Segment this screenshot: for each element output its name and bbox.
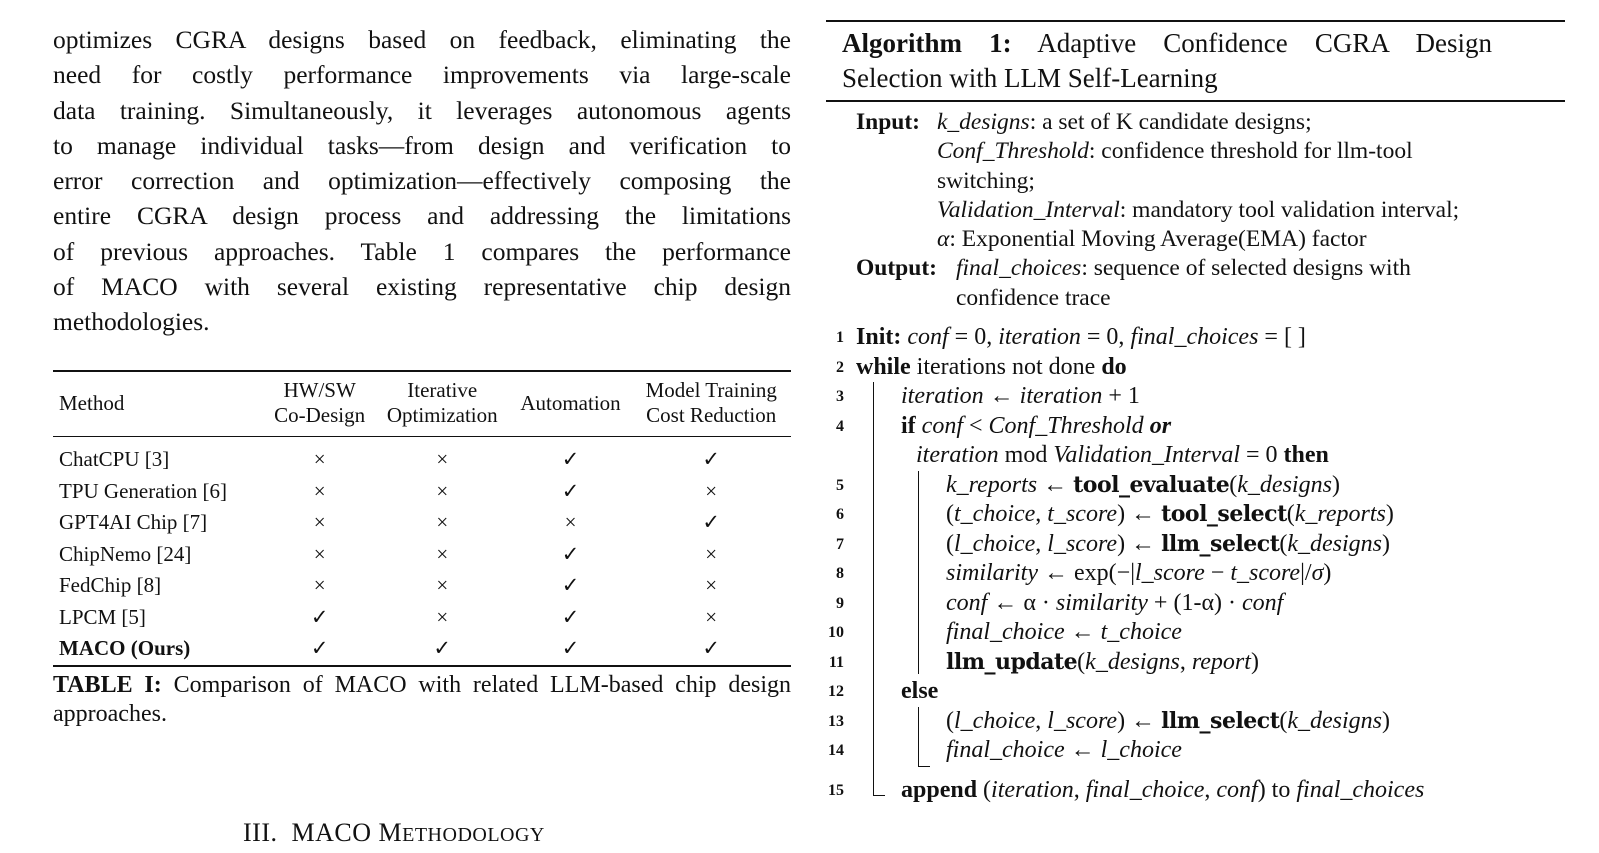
cross-icon: × bbox=[705, 478, 718, 503]
table-row bbox=[53, 570, 791, 602]
cross-icon: × bbox=[564, 510, 577, 534]
algorithm-line bbox=[826, 707, 1565, 737]
algorithm-line bbox=[826, 589, 1565, 619]
check-icon: ✓ bbox=[561, 447, 580, 471]
line-text: append (iteration, final_choice, conf) to final_choices bbox=[901, 776, 1425, 803]
paragraph-line: entire CGRA design process and addressing the limitations bbox=[53, 201, 791, 231]
line-text: (l_choice, l_score) ← llm_select(k_designs) bbox=[946, 530, 1391, 557]
cross-icon: × bbox=[313, 573, 326, 597]
algorithm-line bbox=[826, 677, 1565, 707]
line-number: 1 bbox=[836, 329, 844, 347]
algorithm-line bbox=[826, 323, 1565, 353]
method-cell: GPT4AI Chip [7] bbox=[59, 510, 208, 534]
cross-icon: × bbox=[436, 478, 449, 503]
line-number: 3 bbox=[836, 388, 844, 406]
line-number: 11 bbox=[828, 653, 844, 671]
line-number: 14 bbox=[828, 742, 844, 760]
paragraph-line: to manage individual tasks—from design and verification to bbox=[53, 130, 791, 160]
algorithm-line bbox=[826, 559, 1565, 589]
line-text: iteration ← iteration + 1 bbox=[901, 383, 1140, 410]
cross-icon: × bbox=[313, 447, 326, 471]
algorithm-line bbox=[826, 382, 1565, 412]
line-text: final_choice ← l_choice bbox=[946, 737, 1182, 764]
table-row bbox=[53, 539, 791, 571]
line-text: iteration mod Validation_Interval = 0 then bbox=[916, 442, 1329, 469]
cross-icon: × bbox=[313, 478, 326, 503]
cross-icon: × bbox=[436, 510, 449, 534]
table-caption: TABLE I: Comparison of MACO with related LLM-based chip design approaches. bbox=[53, 671, 791, 727]
table-row bbox=[53, 476, 791, 508]
algorithm-line bbox=[826, 353, 1565, 383]
algorithm-body bbox=[826, 323, 1565, 805]
else-scope-end bbox=[918, 766, 930, 767]
line-number: 5 bbox=[836, 476, 844, 494]
line-number: 8 bbox=[836, 565, 844, 583]
paragraph-line: optimizes CGRA designs based on feedback, eliminating the bbox=[53, 25, 791, 54]
cross-icon: × bbox=[313, 541, 326, 566]
section-heading: III. MACO METHODOLOGY bbox=[243, 818, 545, 847]
paragraph-line: need for costly performance improvements via large-scale bbox=[53, 60, 791, 90]
table-row bbox=[53, 602, 791, 634]
method-cell: TPU Generation [6] bbox=[59, 478, 227, 503]
check-icon: ✓ bbox=[702, 447, 721, 471]
header-iterative-optimization: Iterative Optimization bbox=[386, 378, 498, 427]
cross-icon: × bbox=[436, 604, 449, 629]
comparison-table bbox=[53, 370, 791, 729]
line-number: 4 bbox=[836, 417, 844, 435]
algorithm-line bbox=[826, 618, 1565, 648]
line-text: final_choice ← t_choice bbox=[946, 619, 1182, 646]
check-icon: ✓ bbox=[561, 636, 580, 660]
table-bottom-rule bbox=[53, 665, 791, 667]
header-automation: Automation bbox=[520, 390, 621, 415]
algorithm-line bbox=[826, 648, 1565, 678]
paragraph-line: data training. Simultaneously, it leverages autonomous agents bbox=[53, 95, 791, 125]
line-text: Init: conf = 0, iteration = 0, final_choices = [ ] bbox=[856, 324, 1306, 351]
line-text: (t_choice, t_score) ← tool_select(k_reports) bbox=[946, 501, 1394, 528]
method-cell: LPCM [5] bbox=[59, 604, 146, 629]
intro-paragraph bbox=[53, 22, 791, 340]
algorithm-output: Output: final_choices: sequence of selected designs with confidence trace bbox=[856, 255, 1411, 311]
algorithm-line bbox=[826, 530, 1565, 560]
algorithm-io bbox=[826, 108, 1565, 313]
cross-icon: × bbox=[436, 447, 449, 471]
check-icon: ✓ bbox=[561, 604, 580, 629]
paragraph-line: of previous approaches. Table 1 compares the performance bbox=[53, 236, 791, 266]
line-number: 9 bbox=[836, 594, 844, 612]
header-hwsw-codesign: HW/SW Co-Design bbox=[274, 378, 366, 427]
algorithm-line bbox=[826, 441, 1565, 471]
algorithm-line bbox=[826, 500, 1565, 530]
cross-icon: × bbox=[436, 541, 449, 566]
line-text: while iterations not done do bbox=[856, 353, 1127, 380]
header-training-cost-reduction: Model Training Cost Reduction bbox=[645, 378, 777, 427]
line-text: else bbox=[901, 678, 939, 705]
line-text: (l_choice, l_score) ← llm_select(k_designs) bbox=[946, 707, 1391, 734]
line-number: 10 bbox=[828, 624, 844, 642]
algorithm-block bbox=[826, 20, 1565, 805]
table-header-row bbox=[53, 372, 791, 436]
check-icon: ✓ bbox=[702, 636, 721, 660]
line-text: similarity ← exp(−|l_score − t_score|/σ) bbox=[946, 560, 1332, 587]
algorithm-title: Algorithm 1: Adaptive Confidence CGRA Design Selection with LLM Self-Learning bbox=[842, 28, 1492, 93]
algorithm-line bbox=[826, 412, 1565, 442]
check-icon: ✓ bbox=[310, 636, 329, 660]
check-icon: ✓ bbox=[702, 510, 721, 534]
line-number: 15 bbox=[828, 781, 844, 799]
line-text: llm_update(k_designs, report) bbox=[946, 648, 1259, 675]
check-icon: ✓ bbox=[310, 604, 329, 629]
check-icon: ✓ bbox=[561, 478, 580, 503]
algorithm-input: Input: k_designs: a set of K candidate designs; Conf_Threshold: confidence threshold for llm-tool switching; Validation_Interval: mandatory tool validation interval; α: Exponential Moving Average(EMA) factor bbox=[856, 109, 1460, 253]
check-icon: ✓ bbox=[561, 573, 580, 597]
table-row bbox=[53, 437, 791, 476]
line-number: 13 bbox=[828, 712, 844, 730]
line-number: 7 bbox=[836, 535, 844, 553]
line-text: if conf < Conf_Threshold or bbox=[901, 412, 1172, 439]
method-cell: ChipNemo [24] bbox=[59, 541, 192, 566]
table-row bbox=[53, 633, 791, 665]
line-number: 2 bbox=[836, 358, 844, 376]
cross-icon: × bbox=[705, 573, 718, 597]
algorithm-title-rule bbox=[826, 100, 1565, 102]
method-cell: FedChip [8] bbox=[59, 573, 162, 597]
cross-icon: × bbox=[705, 604, 718, 629]
algorithm-line bbox=[826, 471, 1565, 501]
cross-icon: × bbox=[705, 541, 718, 566]
body-text-column bbox=[53, 22, 791, 340]
line-text: k_reports ← tool_evaluate(k_designs) bbox=[946, 471, 1340, 498]
algorithm-line bbox=[826, 736, 1565, 766]
paragraph-line: of MACO with several existing representative chip design bbox=[53, 272, 791, 302]
method-cell: ChatCPU [3] bbox=[59, 447, 170, 471]
algorithm-line bbox=[826, 776, 1565, 806]
check-icon: ✓ bbox=[433, 636, 452, 660]
cross-icon: × bbox=[313, 510, 326, 534]
paragraph-line: error correction and optimization—effectively composing the bbox=[53, 166, 791, 196]
method-cell: MACO (Ours) bbox=[59, 636, 191, 660]
line-text: conf ← α · similarity + (1-α) · conf bbox=[946, 589, 1284, 616]
table-row bbox=[53, 507, 791, 539]
line-number: 12 bbox=[828, 683, 844, 701]
cross-icon: × bbox=[436, 573, 449, 597]
check-icon: ✓ bbox=[561, 541, 580, 566]
header-method: Method bbox=[59, 390, 125, 415]
paragraph-line: methodologies. bbox=[53, 307, 210, 337]
line-number: 6 bbox=[836, 506, 844, 524]
